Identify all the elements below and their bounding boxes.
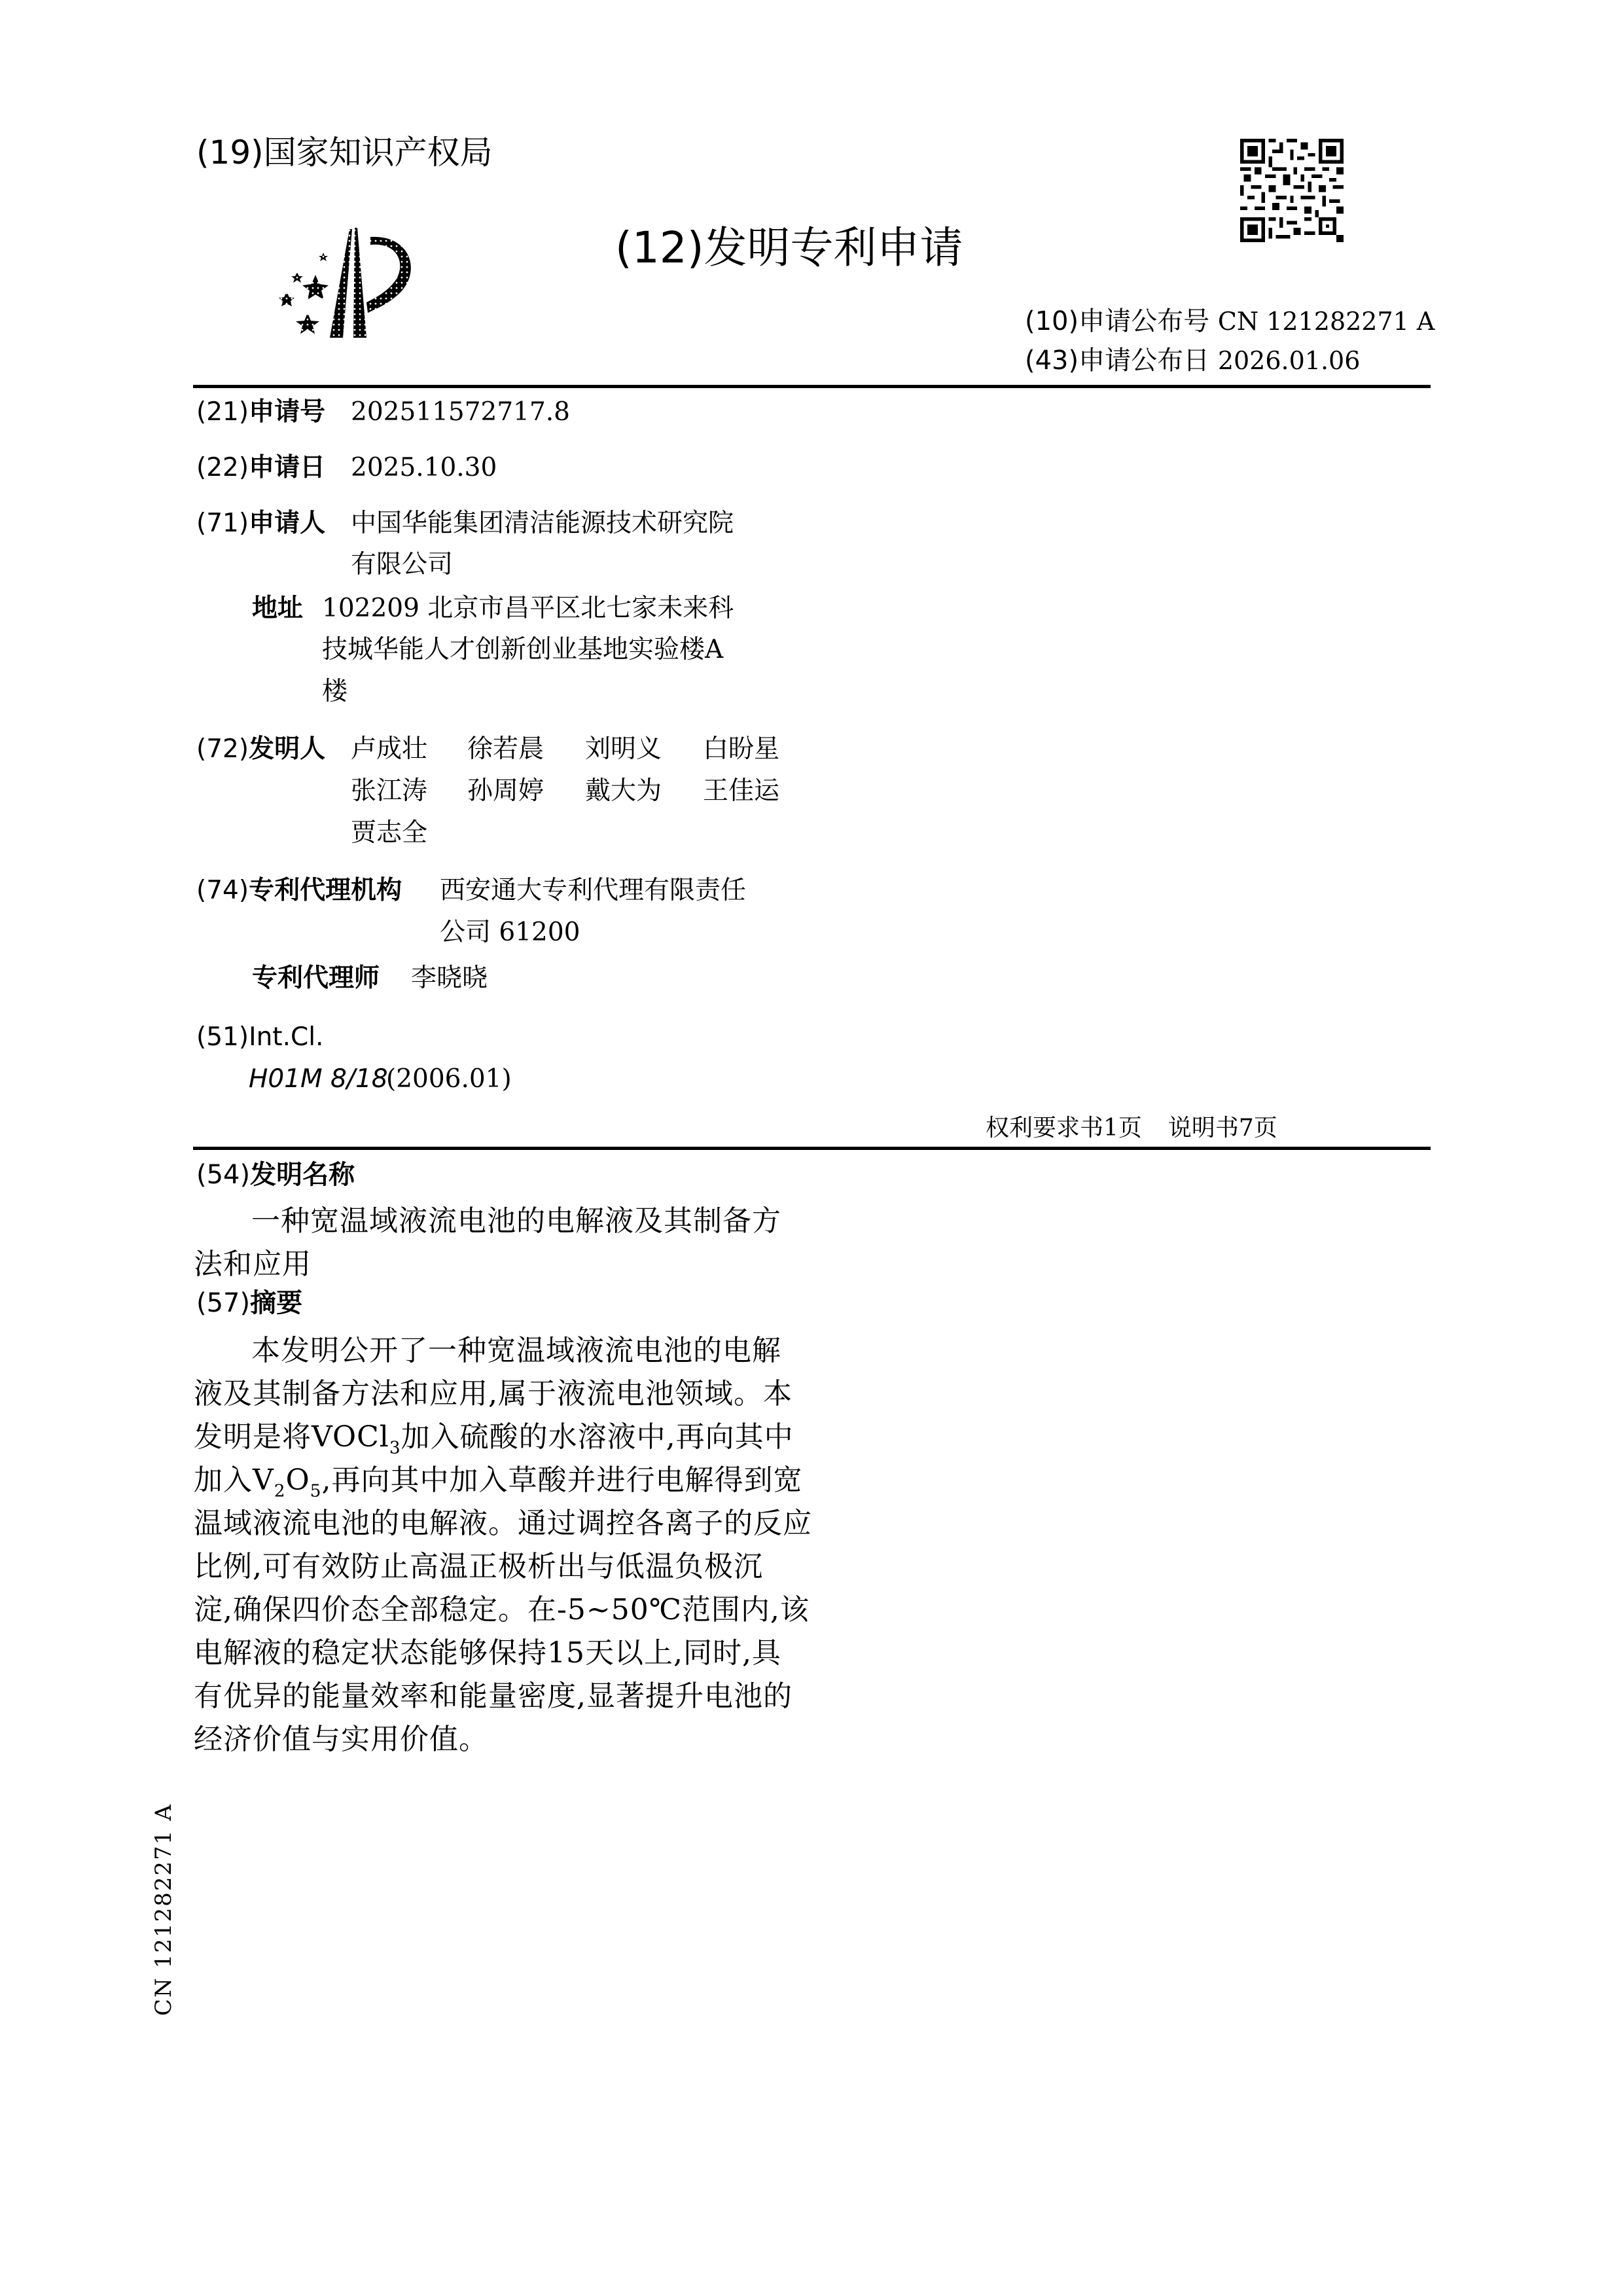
inventor-name: 贾志全: [351, 818, 428, 848]
int-cl-class: H01M 8/18: [249, 1064, 388, 1094]
int-cl-version: (2006.01): [386, 1064, 512, 1094]
abstract-line: 液及其制备方法和应用,属于液流电池领域。本: [194, 1377, 793, 1410]
invention-title-line: 法和应用: [194, 1247, 312, 1281]
abstract-line: 有优异的能量效率和能量密度,显著提升电池的: [194, 1679, 793, 1713]
subscript: 2: [274, 1480, 286, 1501]
section-label: 发明名称: [250, 1160, 355, 1190]
inventor-name: 戴大为: [585, 776, 662, 806]
field-code: (22): [196, 453, 249, 482]
publication-date: [1025, 344, 1360, 377]
field-applicant: [196, 507, 325, 540]
page-counts: [986, 1114, 1277, 1143]
abstract-heading: [196, 1287, 302, 1319]
abstract-line: 淀,确保四价态全部稳定。在-5~50℃范围内,该: [194, 1593, 810, 1626]
field-filing-date: [196, 452, 325, 484]
applicant-value-line: 中国华能集团清洁能源技术研究院: [351, 509, 734, 538]
field-code: (71): [196, 509, 249, 538]
field-code: (74): [196, 876, 249, 905]
publication-number-code: (10): [1025, 306, 1079, 336]
issuing-office: [196, 131, 493, 174]
filing-date-value: 2025.10.30: [351, 453, 497, 482]
publication-date-value: 2026.01.06: [1217, 346, 1361, 375]
inventor-name: 卢成壮: [351, 734, 428, 764]
application-number-value: 202511572717.8: [351, 397, 570, 427]
inventor-name: 刘明义: [585, 734, 662, 764]
abstract-text: 加入V: [194, 1463, 274, 1497]
biblio-rule: [193, 1147, 1431, 1150]
invention-title-line: 一种宽温域液流电池的电解液及其制备方: [251, 1204, 781, 1238]
abstract-text: 加入硫酸的水溶液中,再向其中: [401, 1420, 794, 1454]
applicant-value-line: 有限公司: [351, 550, 454, 579]
publication-number-value: CN 121282271 A: [1217, 307, 1435, 336]
address-value-line: 楼: [322, 677, 348, 706]
address-label: 地址: [252, 594, 304, 623]
publication-number-label: 申请公布号: [1079, 306, 1210, 336]
agent-value: 李晓晓: [411, 963, 488, 993]
header-rule: [193, 385, 1431, 388]
abstract-text: ,再向其中加入草酸并进行电解得到宽: [321, 1463, 803, 1497]
section-code: (54): [196, 1160, 251, 1190]
field-agency: [196, 874, 402, 907]
inventor-name: 王佳运: [703, 776, 780, 806]
field-code: (72): [196, 734, 249, 764]
field-inventors: [196, 733, 325, 766]
field-label: 申请日: [249, 453, 326, 482]
document-type-title: [615, 220, 963, 276]
abstract-line: 比例,可有效防止高温正极析出与低温负极沉: [194, 1550, 763, 1583]
qr-code-icon: [1239, 139, 1345, 242]
field-label: 申请号: [249, 397, 326, 427]
field-label: 发明人: [249, 734, 326, 764]
publication-date-code: (43): [1025, 346, 1079, 376]
inventor-name: 张江涛: [351, 776, 428, 806]
field-label: 专利代理机构: [249, 876, 402, 905]
doc-type-label: 发明专利申请: [704, 223, 963, 273]
field-int-cl: [196, 1021, 323, 1054]
side-publication-number: CN 121282271 A: [151, 1803, 177, 2016]
claims-page-count: 权利要求书1页: [986, 1115, 1142, 1141]
field-label: 申请人: [249, 509, 326, 538]
abstract-line: 经济价值与实用价值。: [194, 1723, 488, 1756]
abstract-text: O: [285, 1463, 310, 1497]
abstract-line: 温域液流电池的电解液。通过调控各离子的反应: [194, 1507, 812, 1540]
subscript: 3: [389, 1437, 401, 1458]
abstract-line: 本发明公开了一种宽温域液流电池的电解: [251, 1334, 781, 1367]
agent-label: 专利代理师: [252, 963, 380, 993]
description-page-count: 说明书7页: [1168, 1115, 1277, 1141]
field-label: Int.Cl.: [249, 1022, 324, 1052]
address-value-line: 102209 北京市昌平区北七家未来科: [322, 594, 734, 623]
cnipa-logo-icon: [268, 223, 420, 340]
inventor-name: 白盼星: [703, 734, 780, 764]
office-code: (19): [196, 134, 264, 171]
section-code: (57): [196, 1288, 251, 1318]
title-section-heading: [196, 1158, 355, 1191]
inventor-name: 徐若晨: [467, 734, 544, 764]
publication-number: [1025, 305, 1435, 338]
doc-type-code: (12): [615, 223, 704, 273]
abstract-text: 发明是将VOCl: [194, 1420, 389, 1454]
publication-date-label: 申请公布日: [1079, 346, 1210, 376]
field-application-number: [196, 396, 325, 429]
inventor-name: 孙周婷: [467, 776, 544, 806]
address-value-line: 技城华能人才创新创业基地实验楼A: [322, 635, 724, 664]
agency-value-line: 公司 61200: [440, 918, 580, 947]
office-name: 国家知识产权局: [263, 134, 493, 171]
agency-value-line: 西安通大专利代理有限责任: [440, 876, 747, 905]
abstract-line: 电解液的稳定状态能够保持15天以上,同时,具: [194, 1636, 781, 1670]
section-label: 摘要: [250, 1288, 303, 1318]
field-code: (21): [196, 397, 249, 427]
subscript: 5: [310, 1480, 322, 1501]
field-code: (51): [196, 1022, 249, 1052]
